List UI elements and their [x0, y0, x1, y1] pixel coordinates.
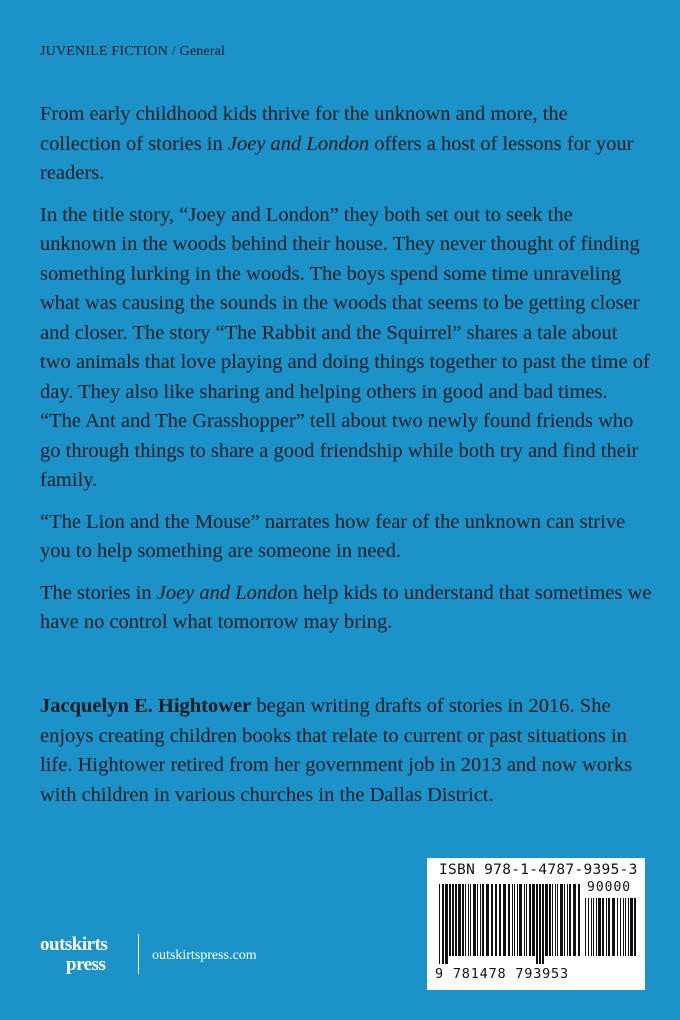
- barcode-bar: [536, 884, 538, 964]
- barcode-bar: [491, 884, 493, 956]
- barcode-bar: [630, 898, 633, 956]
- back-cover-blurb: [40, 100, 652, 650]
- barcode-bar: [480, 884, 481, 956]
- barcode-bar: [578, 884, 580, 956]
- barcode-bar: [557, 884, 558, 956]
- barcode-bar: [514, 884, 515, 956]
- barcode-bar: [569, 884, 571, 956]
- barcode-bar: [482, 884, 484, 956]
- barcode-bar: [598, 898, 601, 956]
- barcode-bar: [552, 884, 553, 956]
- barcode-bar: [452, 884, 454, 956]
- isbn-label: ISBN 978-1-4787-9395-3: [439, 862, 638, 878]
- publisher-logo: [40, 932, 130, 980]
- barcode-bar: [486, 884, 489, 956]
- barcode-bar: [617, 898, 618, 956]
- barcode-bar: [567, 884, 568, 956]
- category-label: JUVENILE FICTION / General: [40, 44, 226, 59]
- barcode-bar: [608, 898, 610, 956]
- barcode-bar: [458, 884, 461, 956]
- blurb-paragraph-2: In the title story, “Joey and London” they both set out to seek the unknown in the woods behind their house. They never thought of finding something lurking in the woods. The boys spend some time unraveling what was causing the sounds in the woods that seems to be getting closer and closer. The story “The Rabbit and the Squirrel” shares a tale about two animals that love playing and doing things together to past the time of day. They also like sharing and helping others in good and bad times. “The Ant and The Grasshopper” tell about two newly found friends who go through things to share a good friendship while both try and find their family.: [40, 203, 650, 491]
- logo-divider: [138, 934, 139, 974]
- barcode-bar: [623, 898, 624, 956]
- price-barcode-bars: [585, 898, 637, 964]
- barcode-bar: [620, 898, 621, 956]
- barcode-bar: [524, 884, 525, 956]
- barcode-bar: [625, 898, 626, 956]
- barcode-bar: [517, 884, 518, 956]
- barcode-bar: [560, 884, 563, 956]
- barcode-bar: [499, 884, 501, 956]
- barcode-bar: [442, 884, 444, 964]
- barcode-bar: [585, 898, 586, 956]
- barcode-bar: [495, 884, 497, 956]
- barcode-bar: [473, 884, 476, 956]
- barcode-bar: [634, 898, 636, 956]
- barcode-bar: [606, 898, 607, 956]
- barcode-bar: [628, 898, 629, 956]
- author-bio: Jacquelyn E. Hightower began writing drafts of stories in 2016. She enjoys creating children books that relate to current or past situations in life. Hightower retired from her government job in 2013 and now works with children in various churches in the Dallas District.: [40, 695, 633, 806]
- barcode-bar: [591, 898, 592, 956]
- book-title: Joey and Londo: [156, 581, 288, 604]
- barcode-bar: [503, 884, 506, 956]
- barcode-bar: [462, 884, 464, 956]
- barcode-bar: [465, 884, 466, 956]
- book-title: Joey and London: [227, 132, 370, 155]
- barcode-bar: [470, 884, 471, 956]
- barcode-bar: [512, 884, 513, 956]
- barcode-bar: [519, 884, 522, 956]
- barcode-bar: [612, 898, 615, 956]
- barcode-bar: [477, 884, 478, 956]
- logo-text-bottom: press: [66, 954, 106, 975]
- barcode-bars: [439, 884, 581, 964]
- barcode-bar: [542, 884, 544, 964]
- barcode-bar: [549, 884, 551, 956]
- barcode-bar: [508, 884, 510, 956]
- barcode-bar: [564, 884, 565, 956]
- author-name: Jacquelyn E. Hightower: [40, 695, 252, 717]
- barcode-bar: [445, 884, 448, 964]
- isbn-barcode: [427, 858, 645, 990]
- blurb-paragraph-3: “The Lion and the Mouse” narrates how fear of the unknown can strive you to help something are someone in need.: [40, 510, 626, 562]
- price-code: 90000: [587, 880, 632, 895]
- blurb-paragraph-1: From early childhood kids thrive for the unknown and more, the collection of stories in Joey and London offers a host of lessons for your readers.: [40, 103, 634, 184]
- publisher-website: outskirtspress.com: [152, 948, 257, 963]
- barcode-bar: [602, 898, 604, 956]
- barcode-bar: [468, 884, 469, 956]
- barcode-bar: [588, 898, 589, 956]
- ean-digits: 9 781478 793953: [435, 966, 569, 982]
- barcode-bar: [539, 884, 541, 964]
- barcode-bar: [526, 884, 527, 956]
- barcode-bar: [593, 898, 594, 956]
- barcode-bar: [532, 884, 535, 956]
- blurb-paragraph-4: The stories in Joey and London help kids to understand that sometimes we have no control what tomorrow may bring.: [40, 581, 652, 633]
- barcode-bar: [596, 898, 597, 956]
- barcode-bar: [573, 884, 576, 956]
- barcode-bar: [545, 884, 548, 956]
- barcode-bar: [529, 884, 531, 956]
- barcode-bar: [555, 884, 556, 956]
- barcode-bar: [439, 884, 440, 964]
- barcode-bar: [455, 884, 457, 956]
- logo-text-top: outskirts: [40, 934, 108, 955]
- barcode-bar: [449, 884, 451, 956]
